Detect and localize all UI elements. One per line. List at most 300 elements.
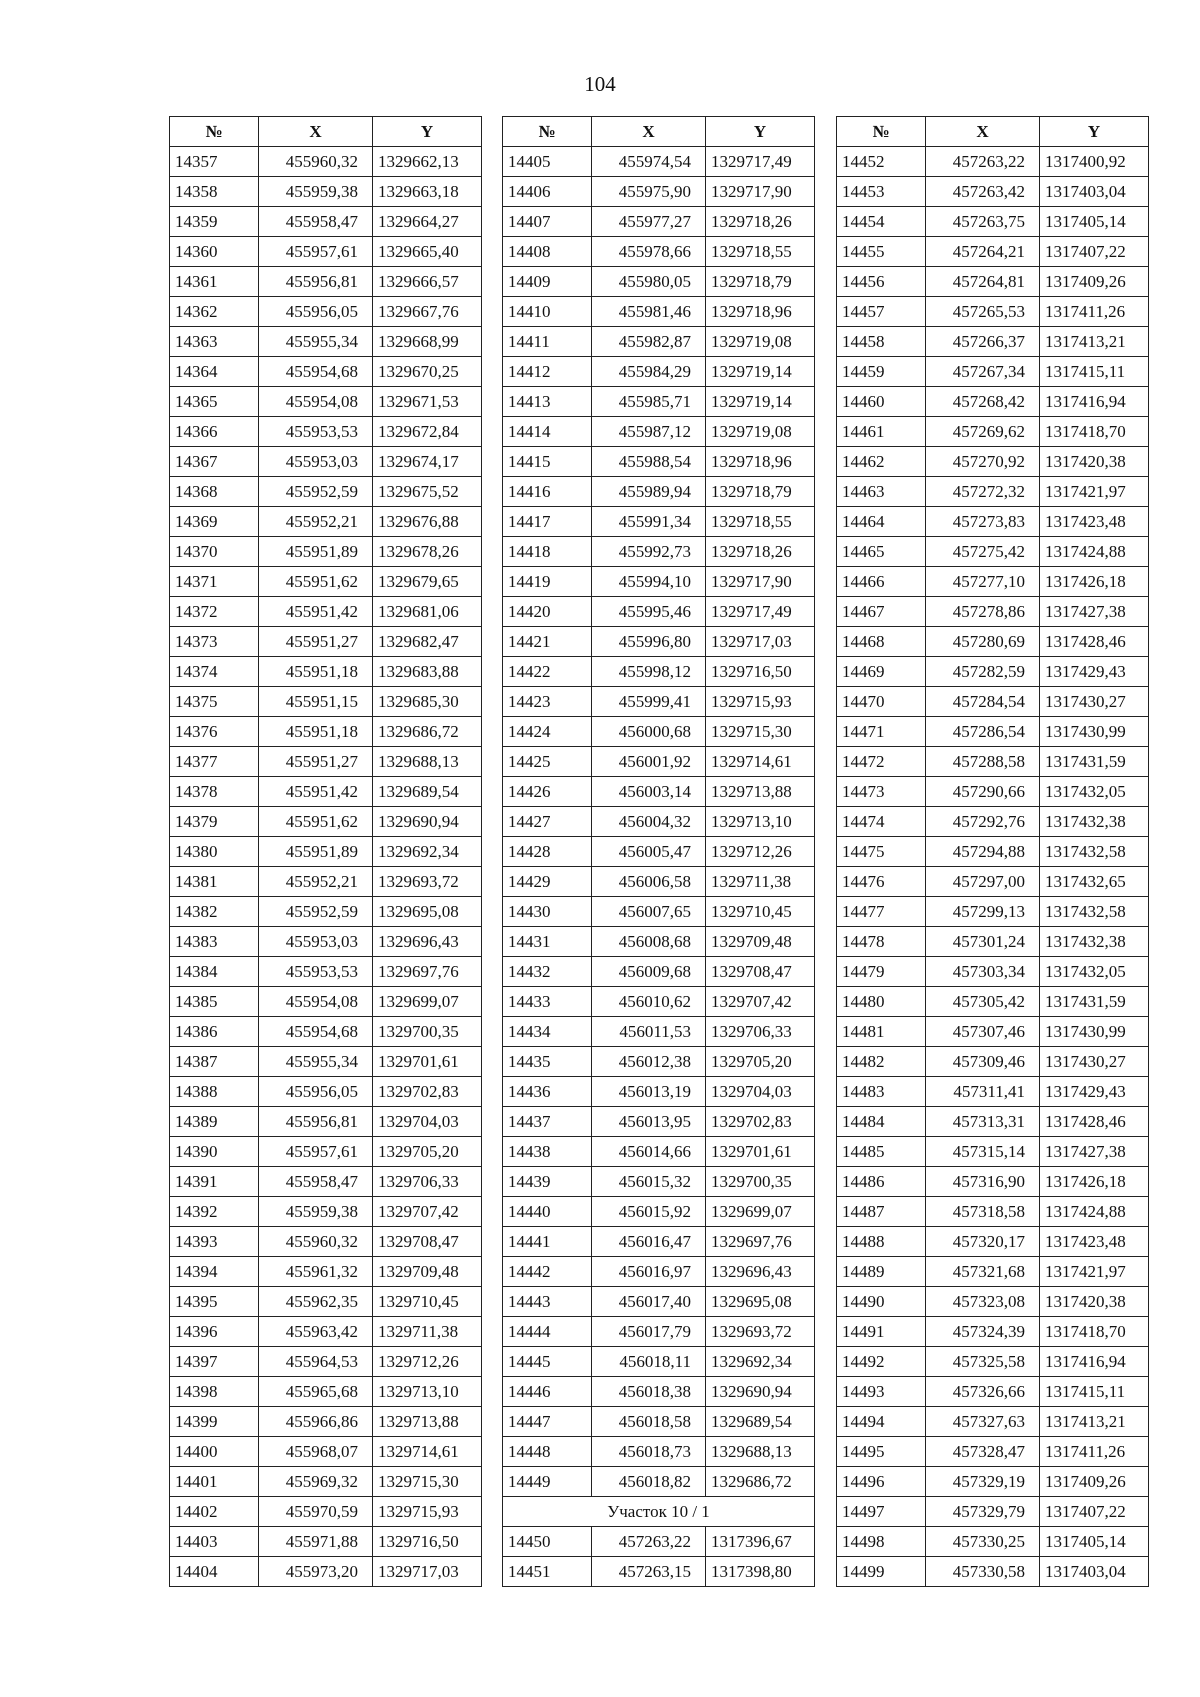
header-y: Y [706,117,815,147]
table-row [503,1137,815,1167]
point-number: 14408 [503,237,592,267]
y-coordinate: 1329718,96 [706,297,815,327]
table-row [503,1287,815,1317]
table-row [837,477,1149,507]
table-row [503,207,815,237]
point-number: 14444 [503,1317,592,1347]
y-coordinate: 1329695,08 [373,897,482,927]
x-coordinate: 457313,31 [926,1107,1040,1137]
table-row [503,897,815,927]
point-number: 14417 [503,507,592,537]
point-number: 14427 [503,807,592,837]
x-coordinate: 457318,58 [926,1197,1040,1227]
point-number: 14478 [837,927,926,957]
x-coordinate: 457270,92 [926,447,1040,477]
x-coordinate: 455952,21 [259,507,373,537]
x-coordinate: 457278,86 [926,597,1040,627]
table-row [170,537,482,567]
x-coordinate: 455982,87 [592,327,706,357]
y-coordinate: 1329696,43 [706,1257,815,1287]
y-coordinate: 1329683,88 [373,657,482,687]
x-coordinate: 455951,15 [259,687,373,717]
point-number: 14440 [503,1197,592,1227]
table-row [170,1197,482,1227]
x-coordinate: 455959,38 [259,177,373,207]
table-row [837,627,1149,657]
point-number: 14370 [170,537,259,567]
table-row [837,537,1149,567]
point-number: 14432 [503,957,592,987]
point-number: 14458 [837,327,926,357]
x-coordinate: 455960,32 [259,147,373,177]
y-coordinate: 1329706,33 [373,1167,482,1197]
y-coordinate: 1317420,38 [1040,447,1149,477]
x-coordinate: 457268,42 [926,387,1040,417]
table-row [170,717,482,747]
table-row [503,747,815,777]
x-coordinate: 456004,32 [592,807,706,837]
y-coordinate: 1317409,26 [1040,267,1149,297]
table-row [170,1407,482,1437]
y-coordinate: 1329718,79 [706,477,815,507]
y-coordinate: 1329715,93 [706,687,815,717]
y-coordinate: 1329692,34 [706,1347,815,1377]
y-coordinate: 1317432,65 [1040,867,1149,897]
point-number: 14393 [170,1227,259,1257]
table-row [170,987,482,1017]
section-row [503,1497,815,1527]
y-coordinate: 1329718,79 [706,267,815,297]
y-coordinate: 1329662,13 [373,147,482,177]
x-coordinate: 455988,54 [592,447,706,477]
point-number: 14476 [837,867,926,897]
x-coordinate: 456010,62 [592,987,706,1017]
table-row [170,207,482,237]
table-row [837,597,1149,627]
point-number: 14385 [170,987,259,1017]
point-number: 14365 [170,387,259,417]
table-row [170,1167,482,1197]
point-number: 14456 [837,267,926,297]
y-coordinate: 1329711,38 [373,1317,482,1347]
point-number: 14362 [170,297,259,327]
x-coordinate: 457288,58 [926,747,1040,777]
point-number: 14439 [503,1167,592,1197]
x-coordinate: 457326,66 [926,1377,1040,1407]
x-coordinate: 455980,05 [592,267,706,297]
table-row [837,1197,1149,1227]
x-coordinate: 457316,90 [926,1167,1040,1197]
point-number: 14375 [170,687,259,717]
table-row [503,1437,815,1467]
x-coordinate: 456018,38 [592,1377,706,1407]
point-number: 14368 [170,477,259,507]
table-row [503,327,815,357]
table-row [170,777,482,807]
table-row [503,537,815,567]
y-coordinate: 1329705,20 [373,1137,482,1167]
table-row [170,507,482,537]
y-coordinate: 1329708,47 [706,957,815,987]
table-row [170,1017,482,1047]
point-number: 14402 [170,1497,259,1527]
point-number: 14484 [837,1107,926,1137]
table-row [837,837,1149,867]
y-coordinate: 1317430,99 [1040,1017,1149,1047]
x-coordinate: 457263,75 [926,207,1040,237]
x-coordinate: 455985,71 [592,387,706,417]
point-number: 14394 [170,1257,259,1287]
x-coordinate: 455952,21 [259,867,373,897]
table-row [503,1107,815,1137]
table-row [837,147,1149,177]
x-coordinate: 456011,53 [592,1017,706,1047]
table-row [503,1317,815,1347]
y-coordinate: 1329664,27 [373,207,482,237]
point-number: 14364 [170,357,259,387]
x-coordinate: 457273,83 [926,507,1040,537]
point-number: 14412 [503,357,592,387]
y-coordinate: 1329688,13 [706,1437,815,1467]
x-coordinate: 455951,42 [259,597,373,627]
x-coordinate: 457315,14 [926,1137,1040,1167]
header-x: X [592,117,706,147]
y-coordinate: 1329702,83 [373,1077,482,1107]
x-coordinate: 457309,46 [926,1047,1040,1077]
y-coordinate: 1317416,94 [1040,1347,1149,1377]
x-coordinate: 457301,24 [926,927,1040,957]
y-coordinate: 1317424,88 [1040,537,1149,567]
point-number: 14376 [170,717,259,747]
point-number: 14358 [170,177,259,207]
table-row [170,1137,482,1167]
x-coordinate: 456018,11 [592,1347,706,1377]
y-coordinate: 1329717,90 [706,177,815,207]
point-number: 14443 [503,1287,592,1317]
y-coordinate: 1329667,76 [373,297,482,327]
table-row [837,1527,1149,1557]
y-coordinate: 1329718,55 [706,507,815,537]
x-coordinate: 455989,94 [592,477,706,507]
y-coordinate: 1329715,30 [373,1467,482,1497]
x-coordinate: 456013,19 [592,1077,706,1107]
y-coordinate: 1329714,61 [373,1437,482,1467]
x-coordinate: 455960,32 [259,1227,373,1257]
table-row [837,1407,1149,1437]
y-coordinate: 1329717,49 [706,597,815,627]
table-header-row [503,117,815,147]
x-coordinate: 457277,10 [926,567,1040,597]
point-number: 14493 [837,1377,926,1407]
y-coordinate: 1329674,17 [373,447,482,477]
y-coordinate: 1329700,35 [373,1017,482,1047]
x-coordinate: 455981,46 [592,297,706,327]
y-coordinate: 1329710,45 [373,1287,482,1317]
table-row [503,1077,815,1107]
point-number: 14497 [837,1497,926,1527]
table-row [170,957,482,987]
table-row [503,357,815,387]
table-row [837,957,1149,987]
point-number: 14435 [503,1047,592,1077]
table-row [503,177,815,207]
y-coordinate: 1317398,80 [706,1557,815,1587]
x-coordinate: 456018,82 [592,1467,706,1497]
x-coordinate: 456013,95 [592,1107,706,1137]
point-number: 14437 [503,1107,592,1137]
x-coordinate: 457297,00 [926,867,1040,897]
y-coordinate: 1329702,83 [706,1107,815,1137]
point-number: 14398 [170,1377,259,1407]
y-coordinate: 1329717,90 [706,567,815,597]
point-number: 14445 [503,1347,592,1377]
y-coordinate: 1317413,21 [1040,327,1149,357]
x-coordinate: 457330,25 [926,1527,1040,1557]
y-coordinate: 1329713,88 [373,1407,482,1437]
x-coordinate: 455953,53 [259,417,373,447]
point-number: 14489 [837,1257,926,1287]
point-number: 14374 [170,657,259,687]
table-row [837,1437,1149,1467]
table-row [503,987,815,1017]
y-coordinate: 1317403,04 [1040,1557,1149,1587]
y-coordinate: 1317421,97 [1040,477,1149,507]
y-coordinate: 1329682,47 [373,627,482,657]
table-row [170,567,482,597]
point-number: 14492 [837,1347,926,1377]
x-coordinate: 457264,81 [926,267,1040,297]
y-coordinate: 1317415,11 [1040,1377,1149,1407]
table-row [170,327,482,357]
point-number: 14461 [837,417,926,447]
x-coordinate: 457275,42 [926,537,1040,567]
x-coordinate: 457264,21 [926,237,1040,267]
point-number: 14436 [503,1077,592,1107]
x-coordinate: 457269,62 [926,417,1040,447]
x-coordinate: 455957,61 [259,237,373,267]
table-header-row [170,117,482,147]
y-coordinate: 1317403,04 [1040,177,1149,207]
x-coordinate: 455956,81 [259,267,373,297]
table-row [170,447,482,477]
point-number: 14410 [503,297,592,327]
y-coordinate: 1329710,45 [706,897,815,927]
x-coordinate: 455954,08 [259,387,373,417]
table-row [503,147,815,177]
table-row [837,1497,1149,1527]
y-coordinate: 1329697,76 [373,957,482,987]
y-coordinate: 1329709,48 [706,927,815,957]
y-coordinate: 1317409,26 [1040,1467,1149,1497]
table-row [170,1557,482,1587]
table-row [170,1527,482,1557]
table-row [170,1107,482,1137]
point-number: 14464 [837,507,926,537]
table-row [170,687,482,717]
y-coordinate: 1329711,38 [706,867,815,897]
x-coordinate: 457323,08 [926,1287,1040,1317]
point-number: 14359 [170,207,259,237]
x-coordinate: 457330,58 [926,1557,1040,1587]
x-coordinate: 455951,89 [259,537,373,567]
x-coordinate: 455958,47 [259,1167,373,1197]
table-row [503,567,815,597]
y-coordinate: 1329713,88 [706,777,815,807]
point-number: 14470 [837,687,926,717]
point-number: 14383 [170,927,259,957]
point-number: 14468 [837,627,926,657]
point-number: 14380 [170,837,259,867]
point-number: 14378 [170,777,259,807]
x-coordinate: 457263,22 [592,1527,706,1557]
table-row [170,1377,482,1407]
y-coordinate: 1329709,48 [373,1257,482,1287]
x-coordinate: 457328,47 [926,1437,1040,1467]
table-row [837,1167,1149,1197]
table-row [170,807,482,837]
y-coordinate: 1317411,26 [1040,1437,1149,1467]
x-coordinate: 455954,08 [259,987,373,1017]
y-coordinate: 1329692,34 [373,837,482,867]
table-row [837,897,1149,927]
point-number: 14414 [503,417,592,447]
x-coordinate: 456001,92 [592,747,706,777]
table-row [170,1437,482,1467]
table-row [837,447,1149,477]
x-coordinate: 455958,47 [259,207,373,237]
point-number: 14388 [170,1077,259,1107]
table-row [503,867,815,897]
point-number: 14422 [503,657,592,687]
table-row [837,1467,1149,1497]
x-coordinate: 455999,41 [592,687,706,717]
point-number: 14413 [503,387,592,417]
x-coordinate: 457327,63 [926,1407,1040,1437]
table-row [837,1107,1149,1137]
table-row [503,777,815,807]
point-number: 14496 [837,1467,926,1497]
table-row [170,387,482,417]
x-coordinate: 455978,66 [592,237,706,267]
point-number: 14473 [837,777,926,807]
y-coordinate: 1329719,14 [706,387,815,417]
table-row [837,1017,1149,1047]
coordinate-table-1 [169,116,482,1587]
x-coordinate: 455969,32 [259,1467,373,1497]
table-row [503,1197,815,1227]
point-number: 14485 [837,1137,926,1167]
x-coordinate: 457284,54 [926,687,1040,717]
point-number: 14457 [837,297,926,327]
table-row [837,1137,1149,1167]
point-number: 14479 [837,957,926,987]
y-coordinate: 1329713,10 [373,1377,482,1407]
table-row [837,417,1149,447]
point-number: 14428 [503,837,592,867]
point-number: 14442 [503,1257,592,1287]
x-coordinate: 455998,12 [592,657,706,687]
y-coordinate: 1329719,14 [706,357,815,387]
table-row [837,717,1149,747]
x-coordinate: 455951,42 [259,777,373,807]
point-number: 14403 [170,1527,259,1557]
point-number: 14494 [837,1407,926,1437]
y-coordinate: 1329668,99 [373,327,482,357]
table-row [837,1347,1149,1377]
x-coordinate: 457266,37 [926,327,1040,357]
x-coordinate: 455953,03 [259,927,373,957]
point-number: 14363 [170,327,259,357]
table-row [837,687,1149,717]
point-number: 14391 [170,1167,259,1197]
x-coordinate: 456005,47 [592,837,706,867]
table-row [503,1257,815,1287]
y-coordinate: 1317430,27 [1040,687,1149,717]
table-row [837,567,1149,597]
y-coordinate: 1329663,18 [373,177,482,207]
point-number: 14471 [837,717,926,747]
table-row [503,267,815,297]
table-header-row [837,117,1149,147]
y-coordinate: 1317405,14 [1040,1527,1149,1557]
point-number: 14426 [503,777,592,807]
point-number: 14377 [170,747,259,777]
x-coordinate: 457280,69 [926,627,1040,657]
header-y: Y [1040,117,1149,147]
point-number: 14429 [503,867,592,897]
point-number: 14416 [503,477,592,507]
table-row [503,297,815,327]
x-coordinate: 457290,66 [926,777,1040,807]
x-coordinate: 457265,53 [926,297,1040,327]
x-coordinate: 456012,38 [592,1047,706,1077]
header-number: № [503,117,592,147]
point-number: 14419 [503,567,592,597]
y-coordinate: 1329693,72 [706,1317,815,1347]
y-coordinate: 1317427,38 [1040,597,1149,627]
table-row [503,477,815,507]
x-coordinate: 456008,68 [592,927,706,957]
y-coordinate: 1329715,93 [373,1497,482,1527]
point-number: 14483 [837,1077,926,1107]
table-row [837,1257,1149,1287]
y-coordinate: 1329719,08 [706,417,815,447]
x-coordinate: 457305,42 [926,987,1040,1017]
point-number: 14420 [503,597,592,627]
x-coordinate: 455962,35 [259,1287,373,1317]
point-number: 14454 [837,207,926,237]
point-number: 14389 [170,1107,259,1137]
y-coordinate: 1317428,46 [1040,1107,1149,1137]
point-number: 14371 [170,567,259,597]
x-coordinate: 457272,32 [926,477,1040,507]
table-row [837,927,1149,957]
x-coordinate: 455951,27 [259,747,373,777]
point-number: 14425 [503,747,592,777]
point-number: 14423 [503,687,592,717]
x-coordinate: 455965,68 [259,1377,373,1407]
table-row [170,1047,482,1077]
point-number: 14491 [837,1317,926,1347]
table-row [837,207,1149,237]
y-coordinate: 1329689,54 [373,777,482,807]
table-row [170,1467,482,1497]
table-row [837,987,1149,1017]
y-coordinate: 1329715,30 [706,717,815,747]
x-coordinate: 455964,53 [259,1347,373,1377]
x-coordinate: 456015,32 [592,1167,706,1197]
table-row [503,657,815,687]
